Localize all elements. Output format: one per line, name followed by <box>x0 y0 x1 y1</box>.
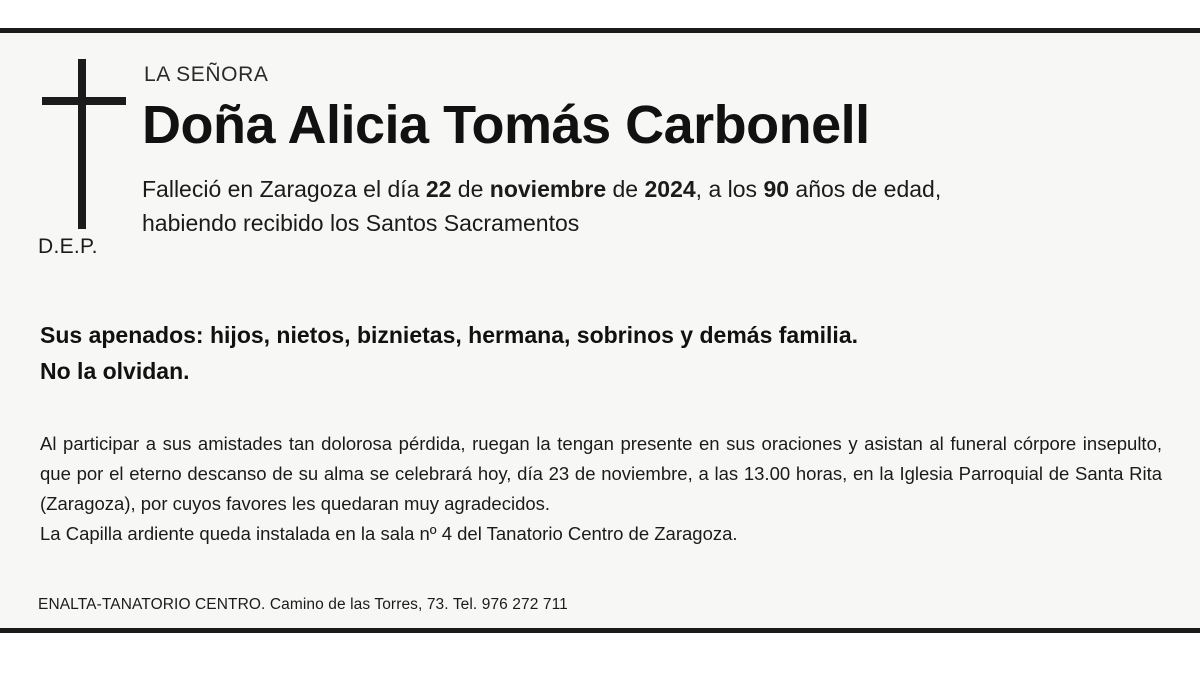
death-day: 22 <box>425 175 452 202</box>
death-age: 90 <box>763 175 790 202</box>
deceased-name: Doña Alicia Tomás Carbonell <box>142 95 870 155</box>
notice-text-column <box>142 59 1162 241</box>
mourners-block <box>40 318 1162 389</box>
death-text-5: años de edad, <box>789 175 942 202</box>
mourners-line-1: Sus apenados: hijos, nietos, biznietas, hermana, sobrinos y demás familia. <box>40 322 859 348</box>
dep-abbreviation: D.E.P. <box>38 235 98 258</box>
death-text-1: Falleció en Zaragoza el día <box>142 175 426 202</box>
funeral-details-block <box>40 429 1162 549</box>
obituary-notice <box>0 28 1200 633</box>
sacraments-line: habiendo recibido los Santos Sacramentos <box>142 210 580 237</box>
death-text-2: de <box>451 175 490 202</box>
death-text-3: de <box>606 175 645 202</box>
mourners-line-2: No la olvidan. <box>40 357 190 384</box>
cross-column <box>38 59 142 274</box>
cross-vertical-bar <box>78 59 86 229</box>
death-year: 2024 <box>644 175 696 202</box>
chapel-line: La Capilla ardiente queda instalada en la sala nº 4 del Tanatorio Centro de Zaragoza. <box>40 523 738 545</box>
cross-horizontal-bar <box>42 97 126 105</box>
death-month: noviembre <box>489 175 607 202</box>
notice-header <box>38 59 1162 274</box>
death-details <box>142 172 1102 241</box>
death-text-4: , a los <box>695 175 764 202</box>
latin-cross-icon <box>42 59 126 229</box>
funeral-home-footer: ENALTA-TANATORIO CENTRO. Camino de las Torres, 73. Tel. 976 272 711 <box>38 596 568 613</box>
kicker-label: LA SEÑORA <box>144 63 269 86</box>
funeral-paragraph: Al participar a sus amistades tan dolorosa pérdida, ruegan la tengan presente en sus oraciones y asistan al funeral córpore insepulto, que por el eterno descanso de su alma se celebrará hoy, día 23 de noviembre, a las 13.00 horas, en la Iglesia Parroquial de Santa Rita (Zaragoza), por cuyos favores les quedaran muy agradecidos. <box>40 433 1162 515</box>
